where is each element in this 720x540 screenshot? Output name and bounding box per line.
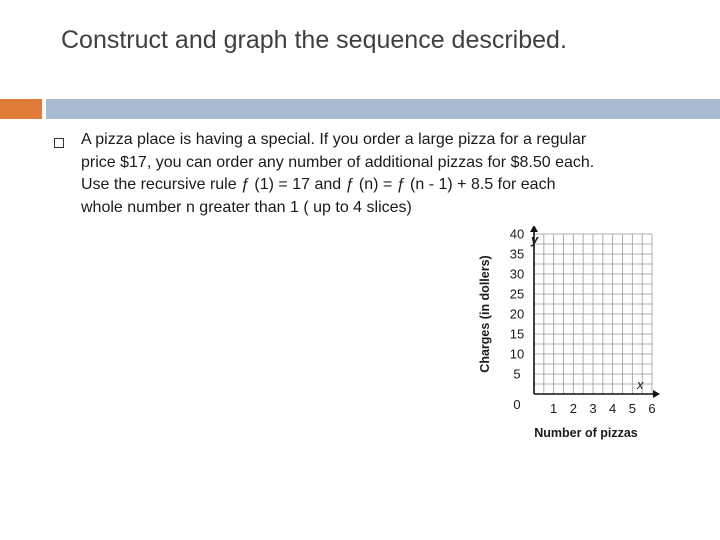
y-axis-letter: y: [531, 232, 539, 247]
y-tick-label: 40: [509, 226, 525, 242]
origin-label: 0: [513, 397, 521, 412]
x-axis-arrow-icon: [653, 390, 660, 398]
axes: [530, 226, 660, 398]
bullet-line: Use the recursive rule ƒ (1) = 17 and ƒ (n) = ƒ (n - 1) + 8.5 for each: [81, 176, 556, 193]
y-tick-label: 20: [509, 306, 525, 322]
x-axis-label: Number of pizzas: [534, 426, 638, 440]
y-tick-label: 5: [513, 366, 521, 382]
x-tick-label: 1: [550, 401, 558, 416]
y-axis-label: Charges (in dollers): [478, 255, 492, 373]
bullet-line: price $17, you can order any number of additional pizzas for $8.50 each.: [81, 153, 595, 171]
slide-title: Construct and graph the sequence described.: [61, 26, 567, 54]
y-tick-label: 25: [509, 286, 525, 302]
y-tick-label: 30: [509, 266, 525, 282]
grid-lines: [534, 234, 652, 394]
y-tick-label: 10: [509, 346, 525, 362]
title-bar: [46, 99, 720, 119]
tick-labels: [510, 227, 656, 417]
bullet-square-icon: [54, 138, 64, 148]
x-axis-letter: x: [637, 377, 644, 392]
bullet-line: A pizza place is having a special. If you order a large pizza for a regular: [81, 131, 587, 148]
y-tick-label: 15: [509, 326, 525, 342]
bullet-text: [81, 129, 681, 219]
bullet-line: whole number n greater than 1 ( up to 4 slices): [81, 198, 412, 216]
x-tick-label: 3: [589, 401, 597, 416]
x-tick-label: 4: [609, 401, 617, 416]
x-tick-label: 6: [648, 401, 656, 416]
accent-bar: [0, 99, 42, 119]
x-tick-label: 2: [569, 401, 577, 416]
pizza-charges-graph: [470, 226, 660, 446]
y-tick-label: 35: [509, 246, 525, 262]
x-tick-label: 5: [628, 401, 636, 416]
